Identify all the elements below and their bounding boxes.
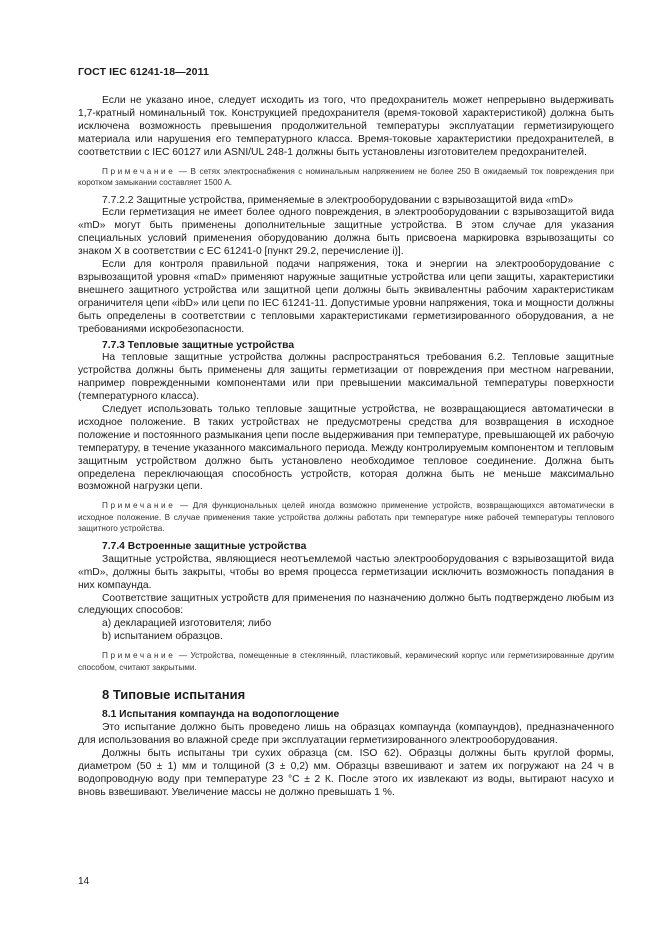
note-label: Примечание xyxy=(102,651,176,661)
subsection-heading: 7.7.4 Встроенные защитные устройства xyxy=(102,540,307,552)
document-header: ГОСТ IEC 61241-18—2011 xyxy=(78,66,209,78)
note-text: — Устройства, помещенные в стеклянный, пластиковый, керамический корпус или герметизированные другим способом, считают закрытыми. xyxy=(78,651,614,672)
note-text: — Для функциональных целей иногда возможно применение устройств, возвращающихся автоматически в исходное положение. В случае применения такие устройства должны работать при температуре ниже рабочей температуры теплового защитного устройства. xyxy=(78,501,614,534)
note xyxy=(78,166,614,189)
paragraph: На тепловые защитные устройства должны распространяться требования 6.2. Тепловые защитные устройства должны быть применены для защиты герметизации от повреждения при местном нагревании, например поврежденными компонентами или при превышении максимальной температуры поверхности (температурного класса). xyxy=(78,352,614,403)
paragraph: Если для контроля правильной подачи напряжения, тока и энергии на электрооборудование с взрывозащитой уровня «maD» применяют наружные защитные устройства или цепи защиты, характеристики внешнего защитного устройства или защитной цепи должны быть эквивалентны рабочим характеристикам ограничителя цепи «ibD» или цепи по IEC 61241-11. Допустимые уровни напряжения, тока и мощности должны быть определены в соответствии с тепловыми характеристиками герметизированного оборудования, а не требованиями искробезопасности. xyxy=(78,259,614,335)
note xyxy=(78,650,614,673)
paragraph: Соответствие защитных устройств для применения по назначению должно быть подтверждено любым из следующих способов: xyxy=(78,592,614,617)
note-text: — В сетях электроснабжения с номинальным напряжением не более 250 В ожидаемый ток повреждения при коротком замыкании составляет 1500 А. xyxy=(78,166,614,188)
section-heading: 8 Типовые испытания xyxy=(102,687,246,703)
paragraph: Следует использовать только тепловые защитные устройства, не возвращающиеся автоматически в исходное положение. В таких устройствах не предусмотрены средства для возвращения в исходное положение и постоянного размыкания цепи после выдерживания при температуре, превышающей их рабочую температуру, в течение указанного максимального периода. Между контролируемым компонентом и тепловым защитным устройством должно быть установлено необходимое тепловое соединение. Должна быть определена переключающая способность устройств, которая должна быть не меньше максимально возможной нагрузки цепи. xyxy=(78,404,614,493)
note-label: Примечание xyxy=(102,166,176,176)
list-item: b) испытанием образцов. xyxy=(102,631,223,643)
subsection-heading: 7.7.3 Тепловые защитные устройства xyxy=(102,339,295,351)
list-item: a) декларацией изготовителя; либо xyxy=(102,618,272,630)
note xyxy=(78,500,614,535)
paragraph: Должны быть испытаны три сухих образца (см. ISO 62). Образцы должны быть круглой формы, диаметром (50 ± 1) мм и толщиной (3 ± 0,2) мм. Образцы взвешивают и затем их погружают на 24 ч в водопроводную воду при температуре 23 °C ± 2 К. После этого их извлекают из воды, вытирают насухо и вновь взвешивают. Увеличение массы не должно превышать 1 %. xyxy=(78,747,614,798)
paragraph: Защитные устройства, являющиеся неотъемлемой частью электрооборудования с взрывозащитой вида «mD», должны быть закрыты, чтобы во время процесса герметизации исключить возможность попадания в них компаунда. xyxy=(78,553,614,591)
page-number: 14 xyxy=(78,876,90,887)
paragraph: Если герметизация не имеет более одного повреждения, в электрооборудовании с взрывозащитой вида «mD» могут быть применены дополнительные защитные устройства. В этом случае для указания специальных условий применения оборудованию должна быть присвоена маркировка взрывозащиты со знаком X в соответствии с ЕС 61241-0 [пункт 29.2, перечисление i)]. xyxy=(78,207,614,258)
note-label: Примечание xyxy=(102,501,176,511)
paragraph: Если не указано иное, следует исходить из того, что предохранитель может непрерывно выдерживать 1,7-кратный номинальный ток. Конструкцией предохранителя (время-токовой характеристикой) должна быть исключена возможность превышения продолжительной температуры эксплуатации герметизирующего материала или нарушения его температурного класса. Время-токовые характеристики предохранителей, в соответствии с IEC 60127 или ASNI/UL 248-1 должны быть установлены изготовителем предохранителей. xyxy=(78,95,614,158)
paragraph: 7.7.2.2 Защитные устройства, применяемые в электрооборудовании с взрывозащитой вида «mD» xyxy=(102,194,574,206)
subsection-heading: 8.1 Испытания компаунда на водопоглощение xyxy=(102,709,340,721)
page-body xyxy=(78,95,614,799)
paragraph: Это испытание должно быть проведено лишь на образцах компаунда (компаундов), предназначенного для использования во влажной среде при эксплуатации герметизированного электрооборудования. xyxy=(78,722,614,746)
